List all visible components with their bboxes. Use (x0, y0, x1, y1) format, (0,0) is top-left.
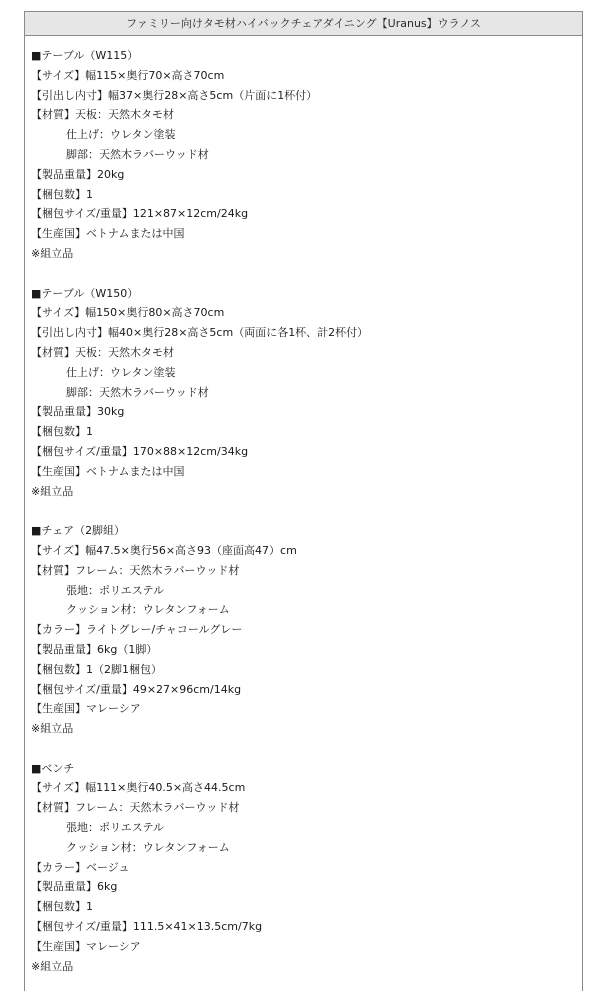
spec-line: 【梱包数】1（2脚1梱包） (31, 662, 162, 676)
spec-line: 脚部：天然木ラバーウッド材 (66, 147, 209, 161)
spec-line: 張地：ポリエステル (66, 821, 165, 835)
spec-line: 【梱包サイズ/重量】49×27×96cm/14kg (31, 682, 242, 696)
spec-line: クッション材：ウレタンフォーム (66, 840, 230, 854)
spec-line: 【材質】天板：天然木タモ材 (31, 345, 174, 359)
spec-line: ※組立品 (31, 484, 74, 498)
section-heading: ■テーブル（W150） (31, 286, 139, 300)
spec-line: 仕上げ：ウレタン塗装 (66, 365, 176, 379)
spec-line: 張地：ポリエステル (66, 583, 165, 597)
spec-line: ※組立品 (31, 959, 74, 973)
spec-line: 【サイズ】幅115×奥行70×高さ70cm (31, 68, 225, 82)
spec-line: 【製品重量】6kg (31, 880, 118, 894)
spec-line: 【製品重量】20kg (31, 167, 125, 181)
spec-line: 【製品重量】6kg（1脚） (31, 642, 158, 656)
spec-line: 【材質】フレーム：天然木ラバーウッド材 (31, 801, 240, 815)
spec-line: 仕上げ：ウレタン塗装 (66, 128, 176, 142)
spec-line: 【材質】天板：天然木タモ材 (31, 108, 174, 122)
spec-line: 【梱包サイズ/重量】111.5×41×13.5cm/7kg (31, 920, 263, 934)
spec-line: 【サイズ】幅47.5×奥行56×高さ93（座面高47）cm (31, 543, 297, 557)
spec-line: 【サイズ】幅150×奥行80×高さ70cm (31, 306, 225, 320)
spec-line: 【梱包数】1 (31, 187, 93, 201)
spec-line: 【梱包数】1 (31, 425, 93, 439)
spec-line: 【サイズ】幅111×奥行40.5×高さ44.5cm (31, 781, 246, 795)
spec-line: 【カラー】ベージュ (31, 860, 130, 874)
spec-box (24, 11, 583, 991)
spec-line: 【製品重量】30kg (31, 405, 125, 419)
spec-line: 【カラー】ライトグレー/チャコールグレー (31, 623, 243, 637)
spec-line: ※組立品 (31, 246, 74, 260)
section-heading: ■テーブル（W115） (31, 49, 139, 62)
spec-line: 【生産国】マレーシア (31, 939, 141, 953)
section-heading: ■チェア（2脚組） (31, 524, 126, 538)
spec-line: 【引出し内寸】幅40×奥行28×高さ5cm（両面に各1杯、計2杯付） (31, 326, 369, 340)
section-heading: ■ベンチ (31, 761, 75, 775)
spec-line: 【材質】フレーム：天然木ラバーウッド材 (31, 563, 240, 577)
spec-line: 脚部：天然木ラバーウッド材 (66, 385, 209, 399)
spec-line: 【生産国】ベトナムまたは中国 (31, 464, 185, 478)
spec-section (31, 759, 582, 977)
spec-line: 【引出し内寸】幅37×奥行28×高さ5cm（片面に1杯付） (31, 88, 318, 102)
spec-section (31, 284, 582, 502)
spec-line: 【梱包サイズ/重量】170×88×12cm/34kg (31, 444, 249, 458)
spec-line: 【生産国】マレーシア (31, 702, 141, 716)
spec-line: 【生産国】ベトナムまたは中国 (31, 227, 185, 241)
spec-line: 【梱包数】1 (31, 900, 93, 914)
spec-section (31, 521, 582, 739)
spec-line: クッション材：ウレタンフォーム (66, 603, 230, 617)
spec-line: ※組立品 (31, 722, 74, 736)
spec-title: ファミリー向けタモ材ハイバックチェアダイニング【Uranus】ウラノス (25, 12, 582, 36)
spec-section (31, 46, 582, 264)
spec-content (25, 36, 582, 976)
spec-line: 【梱包サイズ/重量】121×87×12cm/24kg (31, 207, 249, 221)
